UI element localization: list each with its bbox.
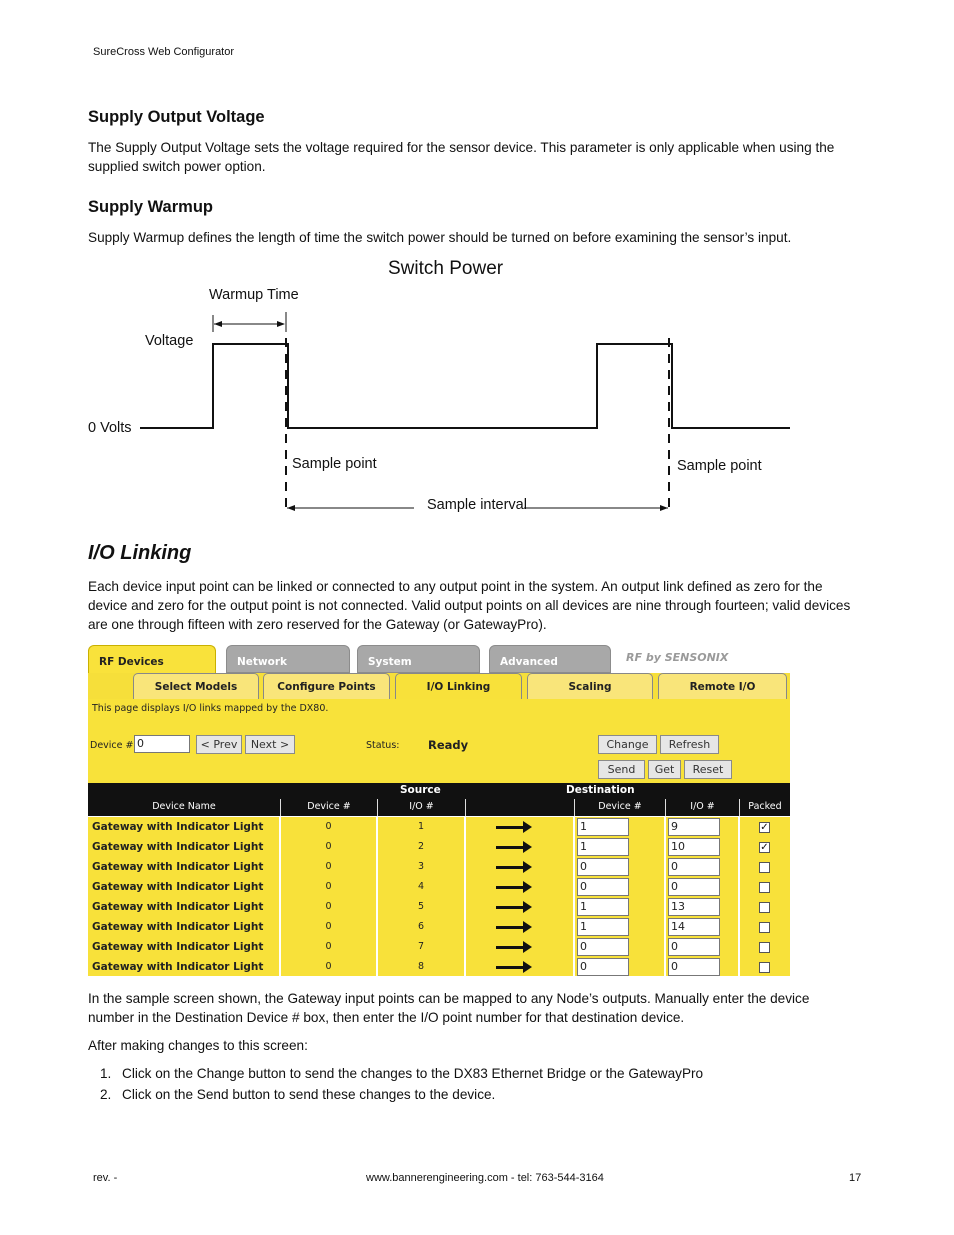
device-label: Device # bbox=[90, 740, 134, 751]
tab-system[interactable]: System bbox=[357, 645, 480, 673]
packed-checkbox[interactable] bbox=[759, 902, 770, 913]
link-arrow-icon bbox=[496, 906, 526, 909]
row-dest-device-cell bbox=[575, 877, 664, 897]
row-packed-cell bbox=[740, 857, 790, 877]
dest-io-input[interactable]: 0 bbox=[668, 958, 720, 976]
subtab-scaling[interactable]: Scaling bbox=[527, 673, 653, 699]
device-input[interactable]: 0 bbox=[134, 735, 190, 753]
row-io-num: 8 bbox=[378, 957, 464, 976]
row-packed-cell bbox=[740, 837, 790, 857]
dest-io-input[interactable]: 0 bbox=[668, 878, 720, 896]
dest-device-input[interactable]: 0 bbox=[577, 938, 629, 956]
dest-device-input[interactable]: 0 bbox=[577, 958, 629, 976]
diagram-title: Switch Power bbox=[388, 258, 504, 279]
sample-point-label-2: Sample point bbox=[677, 458, 762, 474]
tab-network[interactable]: Network bbox=[226, 645, 350, 673]
row-dest-io-cell bbox=[666, 897, 738, 917]
packed-checkbox[interactable] bbox=[759, 862, 770, 873]
footer-rev: rev. - bbox=[93, 1172, 118, 1184]
running-header: SureCross Web Configurator bbox=[93, 46, 235, 58]
row-arrow-cell bbox=[466, 937, 573, 957]
row-dest-io-cell bbox=[666, 857, 738, 877]
row-arrow-cell bbox=[466, 857, 573, 877]
send-button[interactable]: Send bbox=[598, 760, 645, 779]
table-column-header bbox=[88, 799, 790, 816]
row-device-num: 0 bbox=[281, 877, 376, 897]
link-arrow-icon bbox=[496, 966, 526, 969]
row-device-num: 0 bbox=[281, 837, 376, 857]
row-device-num: 0 bbox=[281, 937, 376, 957]
row-device-num: 0 bbox=[281, 957, 376, 976]
row-dest-device-cell bbox=[575, 837, 664, 857]
tab-rf-devices[interactable]: RF Devices bbox=[88, 645, 216, 673]
dest-device-input[interactable]: 0 bbox=[577, 878, 629, 896]
row-device-name: Gateway with Indicator Light bbox=[88, 957, 279, 976]
packed-checkbox[interactable]: ✓ bbox=[760, 842, 769, 853]
row-packed-cell bbox=[740, 897, 790, 917]
row-packed-cell bbox=[740, 937, 790, 957]
page-note: This page displays I/O links mapped by the DX80. bbox=[92, 703, 329, 714]
row-dest-io-cell bbox=[666, 917, 738, 937]
dest-device-input[interactable]: 1 bbox=[577, 818, 629, 836]
link-arrow-icon bbox=[496, 826, 526, 829]
subtab-select-models[interactable]: Select Models bbox=[133, 673, 259, 699]
table-row bbox=[88, 857, 790, 877]
row-packed-cell bbox=[740, 817, 790, 837]
row-dest-device-cell bbox=[575, 917, 664, 937]
col-device-name: Device Name bbox=[152, 801, 216, 812]
warmup-time-label: Warmup Time bbox=[209, 287, 299, 303]
dest-device-input[interactable]: 1 bbox=[577, 918, 629, 936]
io-linking-text: Each device input point can be linked or connected to any output point in the system. An output link defined as zero for the device and zero for the output point is not connected. Valid output points on all devices are nine through fourteen; valid devices are one through fifteen with zero reserved for the Gateway (or GatewayPro). bbox=[88, 579, 851, 632]
row-dest-io-cell bbox=[666, 817, 738, 837]
row-device-name: Gateway with Indicator Light bbox=[88, 817, 279, 837]
supply-warmup-text: Supply Warmup defines the length of time the switch power should be turned on before examining the sensor’s input. bbox=[88, 230, 792, 245]
col-io-num: I/O # bbox=[377, 799, 465, 816]
table-row bbox=[88, 837, 790, 857]
dest-io-input[interactable]: 14 bbox=[668, 918, 720, 936]
col-dest-device: Device # bbox=[574, 799, 665, 816]
packed-checkbox[interactable] bbox=[759, 962, 770, 973]
row-io-num: 7 bbox=[378, 937, 464, 957]
subtab-configure-points[interactable]: Configure Points bbox=[263, 673, 390, 699]
col-dest-io: I/O # bbox=[665, 799, 739, 816]
table-row bbox=[88, 937, 790, 957]
dest-io-input[interactable]: 13 bbox=[668, 898, 720, 916]
col-arrow bbox=[465, 799, 574, 816]
waveform bbox=[0, 250, 954, 525]
reset-button[interactable]: Reset bbox=[684, 760, 732, 779]
io-linking-heading: I/O Linking bbox=[88, 542, 192, 564]
status-label: Status: bbox=[366, 740, 400, 751]
col-packed: Packed bbox=[739, 799, 790, 816]
source-header: Source bbox=[400, 784, 441, 796]
row-io-num: 4 bbox=[378, 877, 464, 897]
row-device-name: Gateway with Indicator Light bbox=[88, 917, 279, 937]
row-dest-device-cell bbox=[575, 937, 664, 957]
row-device-name: Gateway with Indicator Light bbox=[88, 937, 279, 957]
status-value: Ready bbox=[428, 738, 469, 752]
row-device-name: Gateway with Indicator Light bbox=[88, 897, 279, 917]
link-arrow-icon bbox=[496, 946, 526, 949]
row-dest-io-cell bbox=[666, 957, 738, 976]
row-packed-cell bbox=[740, 957, 790, 976]
sub-tab-bar bbox=[88, 673, 790, 699]
row-dest-device-cell bbox=[575, 857, 664, 877]
row-arrow-cell bbox=[466, 897, 573, 917]
table-row bbox=[88, 897, 790, 917]
dest-io-input[interactable]: 10 bbox=[668, 838, 720, 856]
table-row bbox=[88, 877, 790, 897]
supply-output-text: The Supply Output Voltage sets the voltage required for the sensor device. This parameter is only applicable when using the supplied switch power option. bbox=[88, 140, 835, 174]
sample-point-label-1: Sample point bbox=[292, 456, 377, 472]
row-dest-io-cell bbox=[666, 837, 738, 857]
row-dest-device-cell bbox=[575, 817, 664, 837]
row-device-num: 0 bbox=[281, 857, 376, 877]
supply-warmup-heading: Supply Warmup bbox=[88, 198, 213, 216]
table-group-header bbox=[88, 783, 790, 799]
brand-logo: RF by SENSONIX bbox=[626, 651, 729, 664]
table-row bbox=[88, 957, 790, 976]
main-tab-bar bbox=[88, 643, 790, 673]
sample-interval-label: Sample interval bbox=[423, 497, 531, 513]
packed-checkbox[interactable] bbox=[759, 942, 770, 953]
packed-checkbox[interactable] bbox=[759, 882, 770, 893]
change-button[interactable]: Change bbox=[598, 735, 657, 754]
voltage-label: Voltage bbox=[145, 333, 194, 349]
dest-io-input[interactable]: 9 bbox=[668, 818, 720, 836]
row-device-num: 0 bbox=[281, 917, 376, 937]
row-io-num: 6 bbox=[378, 917, 464, 937]
after-paragraph-1: In the sample screen shown, the Gateway input points can be mapped to any Node’s outputs. Manually enter the device number in the Destination Device # box, then enter the I/O point number for that destination device. bbox=[88, 991, 810, 1025]
packed-checkbox[interactable]: ✓ bbox=[760, 822, 769, 833]
get-button[interactable]: Get bbox=[648, 760, 681, 779]
link-arrow-icon bbox=[496, 846, 526, 849]
subtab-io-linking[interactable]: I/O Linking bbox=[395, 673, 522, 699]
switch-power-diagram bbox=[0, 250, 954, 525]
prev-button[interactable]: < Prev bbox=[196, 735, 242, 754]
row-arrow-cell bbox=[466, 817, 573, 837]
after-paragraph-2: After making changes to this screen: bbox=[88, 1038, 308, 1053]
row-dest-io-cell bbox=[666, 937, 738, 957]
link-arrow-icon bbox=[496, 866, 526, 869]
dest-device-input[interactable]: 1 bbox=[577, 838, 629, 856]
dest-device-input[interactable]: 1 bbox=[577, 898, 629, 916]
link-arrow-icon bbox=[496, 886, 526, 889]
row-device-num: 0 bbox=[281, 817, 376, 837]
zero-volts-label: 0 Volts bbox=[88, 420, 132, 436]
destination-header: Destination bbox=[566, 784, 635, 796]
row-dest-device-cell bbox=[575, 957, 664, 976]
col-device-num: Device # bbox=[280, 799, 377, 816]
row-arrow-cell bbox=[466, 877, 573, 897]
row-arrow-cell bbox=[466, 837, 573, 857]
row-io-num: 1 bbox=[378, 817, 464, 837]
step-1-text: Click on the Change button to send the changes to the DX83 Ethernet Bridge or the GatewayPro bbox=[122, 1066, 704, 1081]
tab-advanced[interactable]: Advanced bbox=[489, 645, 611, 673]
packed-checkbox[interactable] bbox=[759, 922, 770, 933]
row-dest-device-cell bbox=[575, 897, 664, 917]
dest-device-input[interactable]: 0 bbox=[577, 858, 629, 876]
control-panel bbox=[88, 699, 790, 783]
row-io-num: 5 bbox=[378, 897, 464, 917]
link-arrow-icon bbox=[496, 926, 526, 929]
dest-io-input[interactable]: 0 bbox=[668, 938, 720, 956]
page-number: 17 bbox=[849, 1172, 862, 1184]
row-io-num: 3 bbox=[378, 857, 464, 877]
row-arrow-cell bbox=[466, 957, 573, 976]
row-arrow-cell bbox=[466, 917, 573, 937]
dest-io-input[interactable]: 0 bbox=[668, 858, 720, 876]
next-button[interactable]: Next > bbox=[245, 735, 295, 754]
step-2-text: Click on the Send button to send these changes to the device. bbox=[122, 1087, 496, 1102]
refresh-button[interactable]: Refresh bbox=[660, 735, 719, 754]
footer-contact: www.bannerengineering.com - tel: 763-544-3164 bbox=[366, 1172, 604, 1184]
row-dest-io-cell bbox=[666, 877, 738, 897]
row-packed-cell bbox=[740, 917, 790, 937]
row-device-name: Gateway with Indicator Light bbox=[88, 857, 279, 877]
table-row bbox=[88, 817, 790, 837]
supply-output-heading: Supply Output Voltage bbox=[88, 108, 265, 126]
row-io-num: 2 bbox=[378, 837, 464, 857]
row-device-num: 0 bbox=[281, 897, 376, 917]
row-packed-cell bbox=[740, 877, 790, 897]
row-device-name: Gateway with Indicator Light bbox=[88, 877, 279, 897]
row-device-name: Gateway with Indicator Light bbox=[88, 837, 279, 857]
subtab-remote-io[interactable]: Remote I/O bbox=[658, 673, 787, 699]
configurator-screenshot bbox=[88, 643, 790, 976]
table-row bbox=[88, 917, 790, 937]
